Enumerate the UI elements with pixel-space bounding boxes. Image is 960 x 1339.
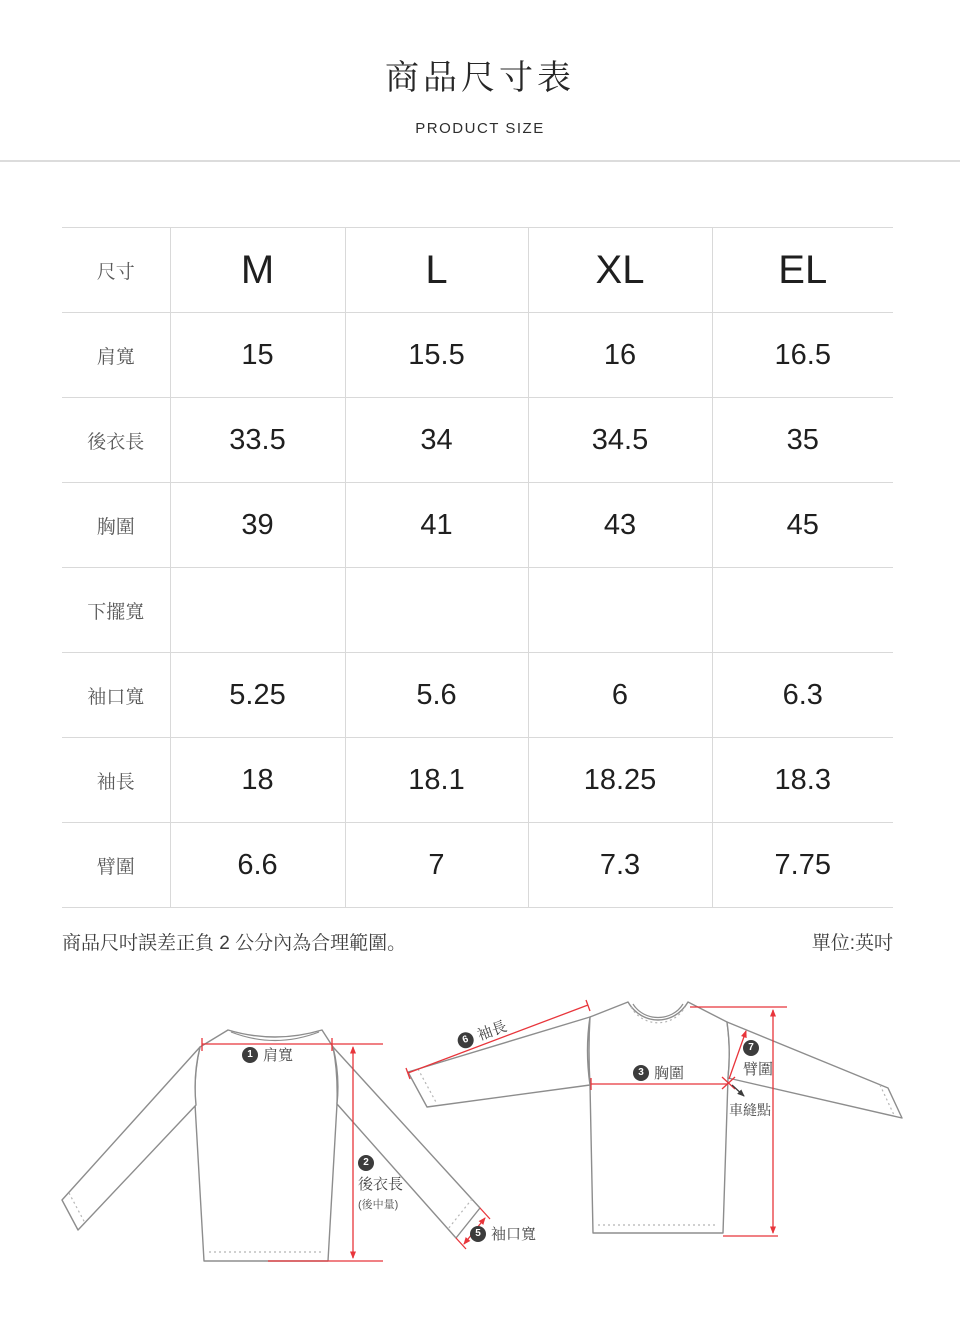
size-value: 6.3 (712, 653, 893, 738)
page-title: 商品尺寸表 (385, 59, 575, 97)
page-subtitle: PRODUCT SIZE (415, 120, 545, 138)
size-value: 18.3 (712, 738, 893, 823)
row-label: 袖長 (62, 738, 170, 823)
shirt-body (589, 1002, 729, 1233)
size-value: 45 (712, 483, 893, 568)
table-row-back-length (62, 398, 893, 483)
col-header-l: L (345, 228, 528, 313)
badge-2: 2 (358, 1155, 374, 1171)
size-value: 18.25 (528, 738, 712, 823)
size-value: 16 (528, 313, 712, 398)
size-value: 7.75 (712, 823, 893, 908)
size-value: 43 (528, 483, 712, 568)
col-header-m: M (170, 228, 345, 313)
badge-3: 3 (633, 1065, 649, 1081)
table-row-chest (62, 483, 893, 568)
badge-5: 5 (470, 1226, 486, 1242)
table-row-hem-width (62, 568, 893, 653)
left-sleeve (62, 1047, 200, 1230)
size-value: 5.25 (170, 653, 345, 738)
annotation-label: 臂圍 (743, 1061, 774, 1078)
size-value: 34 (345, 398, 528, 483)
annotation-label: 袖長 (475, 1018, 510, 1045)
annotation-arm-girth (743, 1040, 773, 1079)
size-diagram (0, 990, 960, 1339)
size-value: 34.5 (528, 398, 712, 483)
col-header-el: EL (712, 228, 893, 313)
size-table (62, 227, 893, 908)
size-value: 7.3 (528, 823, 712, 908)
size-value: 33.5 (170, 398, 345, 483)
annotation-shoulder-width (242, 1044, 293, 1065)
size-value: 18 (170, 738, 345, 823)
badge-6: 6 (455, 1030, 476, 1051)
size-value: 18.1 (345, 738, 528, 823)
table-header-row (62, 228, 893, 313)
badge-1: 1 (242, 1047, 258, 1063)
annotation-chest (633, 1062, 684, 1083)
row-label: 下擺寬 (62, 568, 170, 653)
annotation-cuff-width (470, 1223, 536, 1244)
row-label: 後衣長 (62, 398, 170, 483)
seam-point-label: 車縫點 (729, 1102, 771, 1118)
size-value (528, 568, 712, 653)
size-value: 6.6 (170, 823, 345, 908)
col-header-xl: XL (528, 228, 712, 313)
tolerance-note: 商品尺吋誤差正負 2 公分內為合理範圍。 (62, 933, 407, 954)
size-table-wrap (62, 227, 893, 908)
seam-point-arrow (732, 1085, 744, 1096)
row-label: 袖口寬 (62, 653, 170, 738)
col-header-size: 尺寸 (62, 228, 170, 313)
size-value: 15 (170, 313, 345, 398)
size-value (170, 568, 345, 653)
size-value: 35 (712, 398, 893, 483)
badge-7: 7 (743, 1040, 759, 1056)
annotation-sublabel: (後中量) (358, 1199, 399, 1211)
unit-note: 單位:英吋 (811, 933, 893, 954)
row-label: 臂圍 (62, 823, 170, 908)
row-label: 肩寬 (62, 313, 170, 398)
size-value: 6 (528, 653, 712, 738)
annotation-label: 後衣長 (358, 1176, 404, 1193)
size-value: 5.6 (345, 653, 528, 738)
table-row-sleeve-length (62, 738, 893, 823)
header-divider (0, 160, 960, 162)
notes-row (62, 928, 893, 955)
row-label: 胸圍 (62, 483, 170, 568)
size-value: 7 (345, 823, 528, 908)
annotation-label: 肩寬 (263, 1047, 294, 1064)
size-value (712, 568, 893, 653)
table-row-shoulder (62, 313, 893, 398)
size-value: 41 (345, 483, 528, 568)
size-value: 15.5 (345, 313, 528, 398)
annotation-back-length (358, 1155, 403, 1212)
size-value: 39 (170, 483, 345, 568)
table-row-arm-girth (62, 823, 893, 908)
table-row-cuff-width (62, 653, 893, 738)
cuff-extension-1 (480, 1208, 490, 1219)
annotation-label: 胸圍 (654, 1065, 685, 1082)
annotation-label: 袖口寬 (491, 1226, 537, 1243)
size-value (345, 568, 528, 653)
size-value: 16.5 (712, 313, 893, 398)
